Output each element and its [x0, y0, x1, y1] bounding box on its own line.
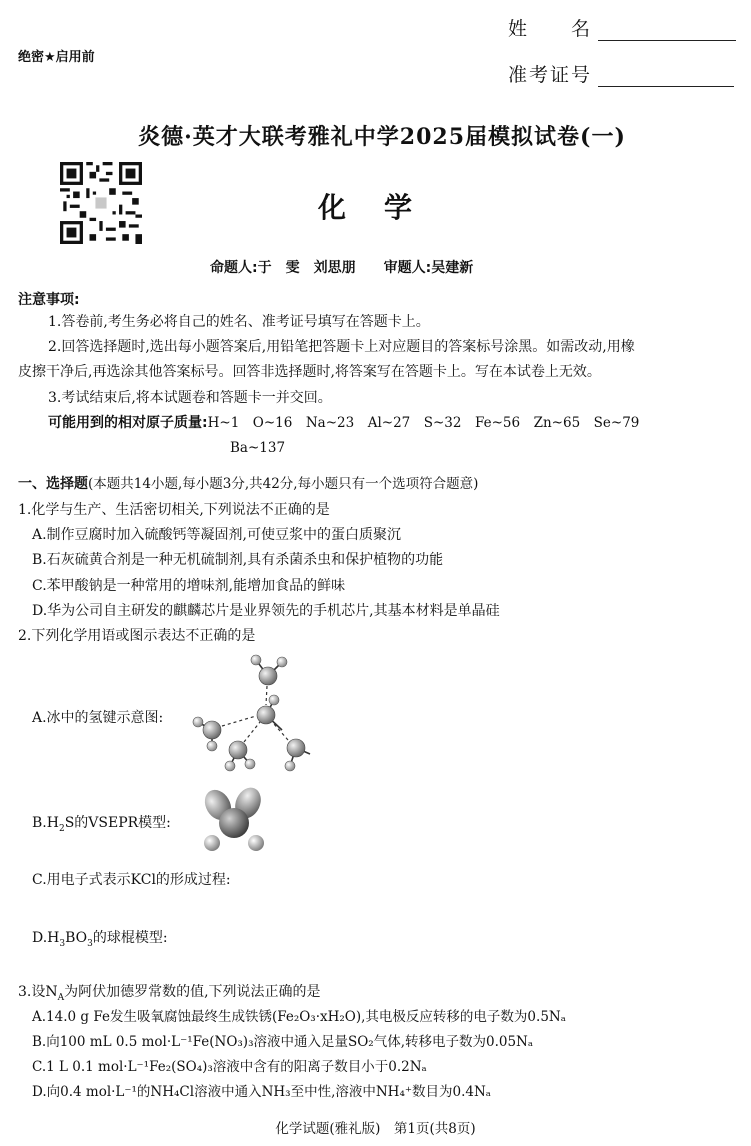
secret-mark: 绝密★启用前	[18, 50, 95, 65]
atomic-masses-line-2: Ba~137	[230, 440, 286, 456]
q3-stem-subscript: A	[57, 992, 65, 1003]
q3-option-a: A.14.0 g Fe发生吸氧腐蚀最终生成铁锈(Fe₂O₃·xH₂O),其电极反应转移的电子数为0.5Nₐ	[32, 1009, 566, 1025]
atomic-masses-label: 可能用到的相对原子质量:	[48, 415, 208, 431]
q3-option-c: C.1 L 0.1 mol·L⁻¹Fe₂(SO₄)₃溶液中含有的阳离子数目小于0.2Nₐ	[32, 1059, 427, 1075]
q3-option-d: D.向0.4 mol·L⁻¹的NH₄Cl溶液中通入NH₃至中性,溶液中NH₄⁺数目为0.4Nₐ	[32, 1084, 491, 1100]
atomic-masses-values: H~1 O~16 Na~23 Al~27 S~32 Fe~56 Zn~65 Se~79	[207, 415, 640, 431]
notice-item-2-line-2: 皮擦干净后,再选涂其他答案标号。回答非选择题时,将答案写在答题卡上。写在本试卷上无效。	[18, 364, 601, 380]
q2-option-b	[32, 811, 171, 842]
notice-item-1: 1.答卷前,考生务必将自己的姓名、准考证号填写在答题卡上。	[48, 314, 430, 330]
q1-option-b: B.石灰硫黄合剂是一种无机硫制剂,具有杀菌杀虫和保护植物的功能	[32, 552, 444, 568]
q2-d-text-pre: D.H	[32, 930, 60, 946]
q2-b-subscript: 2	[58, 823, 65, 834]
subject-title: 化学	[318, 191, 451, 224]
name-input-line[interactable]	[598, 18, 736, 41]
name-label: 姓 名	[508, 18, 593, 40]
q2-d-subscript-1: 3	[59, 938, 66, 949]
page-footer: 化学试题(雅礼版) 第1页(共8页)	[275, 1121, 476, 1137]
q1-stem: 1.化学与生产、生活密切相关,下列说法不正确的是	[18, 502, 330, 518]
exam-title: 炎德·英才大联考雅礼中学2025届模拟试卷(一)	[138, 124, 626, 150]
notice-item-2-line-1: 2.回答选择题时,选出每小题答案后,用铅笔把答题卡上对应题目的答案标号涂黑。如需改动,用橡	[48, 339, 635, 355]
q3-option-b: B.向100 mL 0.5 mol·L⁻¹Fe(NO₃)₃溶液中通入足量SO₂气体,转移电子数为0.05Nₐ	[32, 1034, 534, 1050]
q1-option-d: D.华为公司自主研发的麒麟芯片是业界领先的手机芯片,其基本材料是单晶硅	[32, 603, 500, 619]
notice-item-3: 3.考试结束后,将本试题卷和答题卡一并交回。	[48, 390, 332, 406]
q2-d-subscript-2: 3	[87, 938, 93, 949]
q2-d-text-post: 的球棍模型:	[92, 930, 168, 946]
exam-id-label: 准考证号	[508, 64, 593, 86]
exam-id-field-row	[508, 60, 734, 87]
q2-b-text-pre: B.H	[32, 815, 59, 831]
q1-option-c: C.苯甲酸钠是一种常用的增味剂,能增加食品的鲜味	[32, 578, 346, 594]
name-field-row	[508, 14, 736, 41]
section-1-desc: (本题共14小题,每小题3分,共42分,每小题只有一个选项符合题意)	[88, 476, 479, 492]
q2-d-text-mid: BO	[65, 930, 88, 946]
section-1-heading: 一、选择题	[18, 476, 88, 492]
exam-id-input-line[interactable]	[598, 64, 734, 87]
atomic-masses-line-1	[48, 411, 639, 436]
notice-heading: 注意事项:	[18, 292, 80, 308]
q2-b-text-post: S的VSEPR模型:	[64, 815, 171, 831]
q2-option-d	[32, 926, 168, 957]
q2-option-c: C.用电子式表示KCl的形成过程:	[32, 872, 231, 888]
q2-stem: 2.下列化学用语或图示表达不正确的是	[18, 628, 256, 644]
section-1-heading-row	[18, 472, 478, 497]
h2s-vsepr-model	[196, 783, 272, 859]
q3-stem-post: 为阿伏加德罗常数的值,下列说法正确的是	[64, 984, 321, 1000]
q3-stem-pre: 3.设N	[18, 984, 58, 1000]
q1-option-a: A.制作豆腐时加入硫酸钙等凝固剂,可使豆浆中的蛋白质聚沉	[32, 527, 402, 543]
qr-code-icon	[60, 162, 142, 244]
q2-option-a: A.冰中的氢键示意图:	[32, 710, 164, 726]
ice-hydrogen-bond-diagram	[186, 650, 316, 778]
author-line: 命题人:于 雯 刘思朋 审题人:吴建新	[210, 260, 474, 276]
